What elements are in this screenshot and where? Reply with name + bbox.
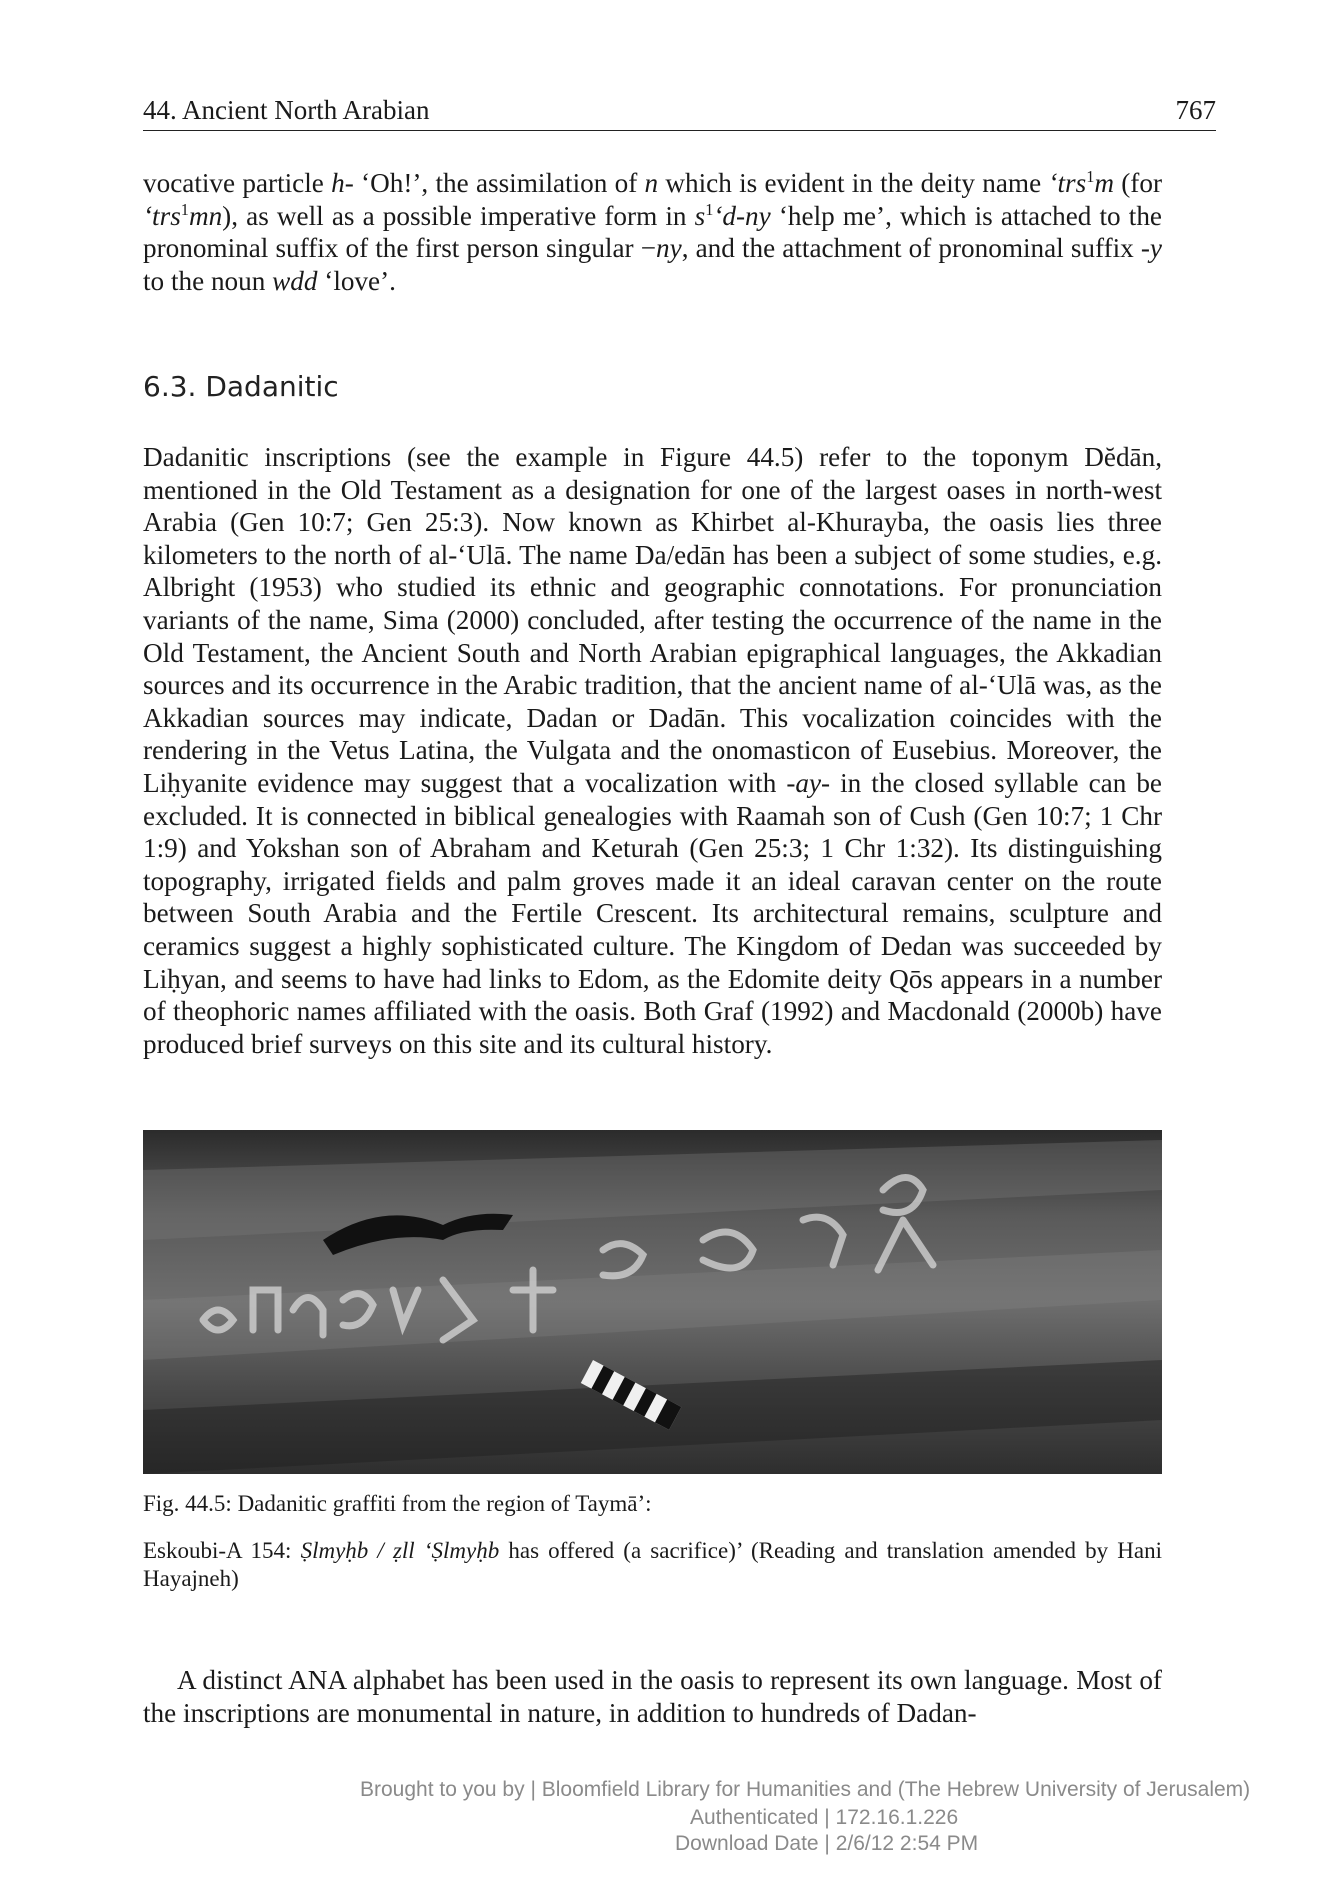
footer-line-auth: Authenticated | 172.16.1.226 — [690, 1806, 959, 1829]
page-number: 767 — [1175, 95, 1216, 125]
footer-line-date: Download Date | 2/6/12 2:54 PM — [675, 1832, 979, 1855]
figure-caption-title: Fig. 44.5: Dadanitic graffiti from the region of Taymā’: — [143, 1491, 652, 1516]
figure-caption-text: Eskoubi-A 154: Ṣlmyḥb / ẓll ‘Ṣlmyḥb has offered (a sacrifice)’ (Reading and translation amended by Hani Hayajneh) — [143, 1538, 1163, 1591]
section-heading: 6.3. Dadanitic — [143, 370, 339, 403]
paragraph-dadanitic: Dadanitic inscriptions (see the example in Figure 44.5) refer to the toponym Dĕdān, mentioned in the Old Testament as a designation for one of the largest oases in north-west Arabia (Gen 10:7; Gen 25:3). Now known as Khirbet al-Khurayba, the oasis lies three kilometers to the north of al-‘Ulā. The name Da/edān has been a subject of some studies, e.g. Albright (1953) who studied its ethnic and geographic connotations. For pronunciation variants of the name, Sima (2000) concluded, after testing the occurrence of the name in the Old Testament, the Ancient South and North Arabian epigraphical languages, the Akkadian sources and its occurrence in the Arabic tradition, that the ancient name of al-‘Ulā was, as the Akkadian sources may indicate, Dadan or Dadān. This vocalization coincides with the rendering in the Vetus Latina, the Vulgata and the onomasticon of Eusebius. Moreover, the Liḥyanite evidence may suggest that a vocalization with -ay- in the closed syllable can be excluded. It is connected in biblical genealogies with Raamah son of Cush (Gen 10:7; 1 Chr 1:9) and Yokshan son of Abraham and Keturah (Gen 25:3; 1 Chr 1:32). Its distinguishing topography, irrigated fields and palm groves made it an ideal caravan center on the route between South Arabia and the Fertile Crescent. Its architectural remains, sculpture and ceramics suggest a highly sophisticated culture. The Kingdom of Dedan was succeeded by Liḥyan, and seems to have had links to Edom, as the Edomite deity Qōs appears in a number of theophoric names affiliated with the oasis. Both Graf (1992) and Macdonald (2000b) have produced brief surveys on this site and its cultural history. — [143, 442, 1162, 1059]
footer-line-library: Brought to you by | Bloomfield Library for Humanities and (The Hebrew University of Jerusalem) — [360, 1778, 1251, 1801]
paragraph-alphabet: A distinct ANA alphabet has been used in the oasis to represent its own language. Most of the inscriptions are monumental in nature, in addition to hundreds of Dadan- — [143, 1665, 1162, 1728]
rock-inscription-image — [143, 1130, 1162, 1474]
running-title: 44. Ancient North Arabian — [143, 95, 430, 125]
running-header — [143, 96, 1216, 131]
figure-photo-graffiti — [143, 1130, 1162, 1474]
paragraph-vocative: vocative particle h- ‘Oh!’, the assimilation of n which is evident in the deity name ‘trs$^1$m (for ‘trs$^1$mn), as well as a possible imperative form in $s^1‘d-ny$ ‘help me’, which is attached to the pronominal suffix of the first person singular −ny, and the attachment of pronominal suffix -y to the noun wdd ‘love’. — [143, 166, 1162, 296]
